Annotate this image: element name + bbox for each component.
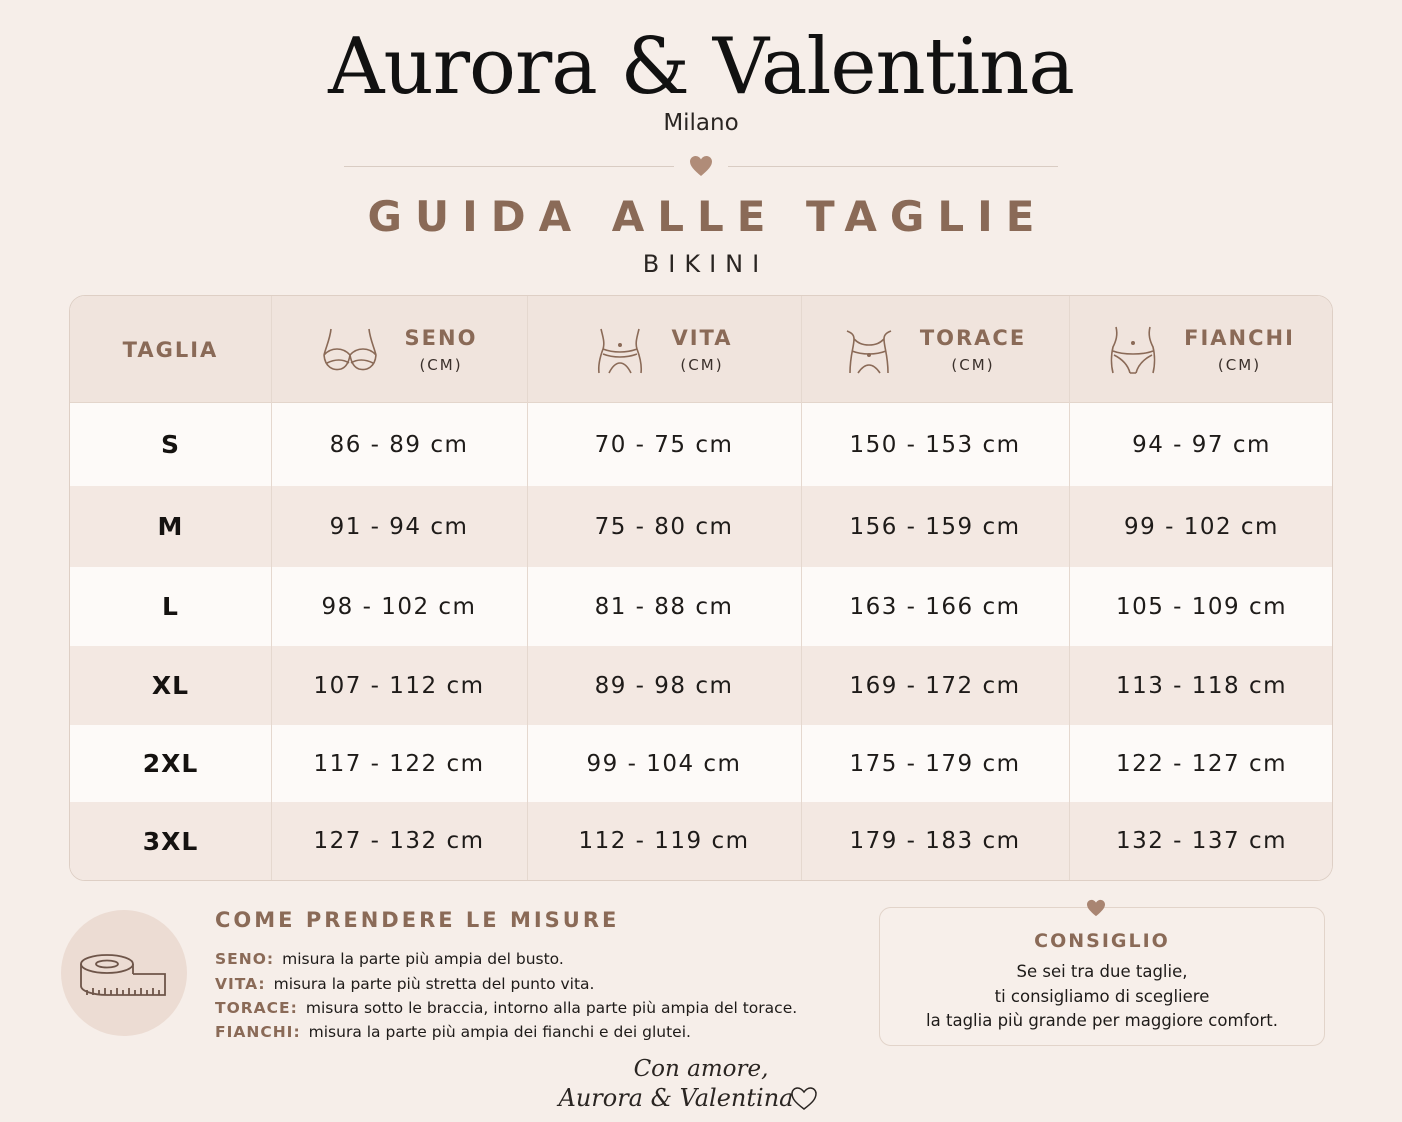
howto-text: misura la parte più stretta del punto vita. [273,975,595,993]
howto-item [215,975,594,993]
size-label: XL [151,671,190,700]
column-divider [271,296,272,880]
signature-line-2: Aurora & Valentina [558,1084,794,1112]
measurement-cell: 127 - 132 cm [313,828,485,854]
header-taglia [70,296,271,403]
divider-right [728,166,1058,167]
page-title: GUIDA ALLE TAGLIE [367,192,1048,241]
tip-line: Se sei tra due taglie, [1016,962,1188,981]
header-torace [801,296,1069,403]
howto-item [215,1023,691,1041]
header-label: VITA [671,325,733,350]
table-row [70,567,1332,646]
header-unit: (CM) [951,355,995,374]
tip-box [879,907,1325,1046]
measurement-cell: 99 - 104 cm [586,750,742,777]
measuring-tape-badge [61,910,187,1036]
table-row [70,725,1332,802]
torso-icon [844,325,894,375]
size-label: M [157,512,184,541]
header-label: SENO [404,325,478,350]
howto-item [215,999,797,1017]
table-row [70,486,1332,567]
measurement-cell: 91 - 94 cm [329,513,469,540]
size-label: 3XL [142,826,199,856]
hips-icon [1108,325,1158,375]
measurement-cell: 179 - 183 cm [849,828,1021,854]
measurement-cell: 112 - 119 cm [578,828,750,854]
measurement-cell: 99 - 102 cm [1124,513,1279,540]
tip-line: ti consigliamo di scegliere [994,987,1210,1006]
measurement-cell: 98 - 102 cm [321,593,477,620]
measurement-cell: 169 - 172 cm [849,672,1021,699]
brand-city: Milano [663,110,739,136]
table-header [70,296,1332,403]
size-label: S [160,430,180,459]
measurement-cell: 105 - 109 cm [1115,593,1288,620]
measurement-cell: 163 - 166 cm [849,593,1021,620]
measurement-cell: 156 - 159 cm [849,513,1021,540]
heart-icon [689,155,713,177]
heart-outline-icon [790,1086,818,1111]
header-unit: (CM) [680,355,724,374]
table-row [70,646,1332,725]
header-seno [271,296,527,403]
tip-line: la taglia più grande per maggiore comfort. [926,1011,1278,1030]
brand-name: Aurora & Valentina [328,22,1074,112]
table-row [70,802,1332,880]
size-label: 2XL [142,749,199,778]
howto-text: misura la parte più ampia del busto. [282,950,564,968]
column-divider [527,296,528,880]
tip-title: CONSIGLIO [1034,930,1170,952]
measurement-cell: 86 - 89 cm [329,431,469,458]
waist-icon [595,325,645,375]
measurement-cell: 150 - 153 cm [849,431,1021,458]
measurement-cell: 175 - 179 cm [849,750,1021,777]
divider-left [344,166,674,167]
size-table [69,295,1333,881]
header-unit: (CM) [1217,355,1262,374]
table-row [70,403,1332,486]
signature-line-1: Con amore, [633,1056,769,1082]
measurement-cell: 89 - 98 cm [594,672,734,699]
measurement-cell: 107 - 112 cm [313,672,485,699]
header-label: FIANCHI [1184,325,1295,350]
bra-icon [321,325,379,375]
howto-key: FIANCHI: [215,1023,301,1041]
howto-key: TORACE: [215,999,298,1017]
header-fianchi [1069,296,1333,403]
header-unit: (CM) [419,355,463,374]
measurement-cell: 75 - 80 cm [594,513,734,540]
howto-text: misura sotto le braccia, intorno alla parte più ampia del torace. [305,999,798,1017]
header-label: TAGLIA [122,337,219,362]
howto-text: misura la parte più ampia dei fianchi e dei glutei. [308,1023,691,1041]
howto-key: VITA: [215,975,266,993]
howto-item [215,950,564,968]
column-divider [801,296,802,880]
measurement-cell: 70 - 75 cm [594,431,734,458]
heart-icon [1086,899,1106,917]
header-label: TORACE [919,325,1027,350]
howto-key: SENO: [215,950,275,968]
measuring-tape-icon [61,910,187,1036]
measurement-cell: 94 - 97 cm [1132,431,1271,458]
measurement-cell: 117 - 122 cm [313,750,485,777]
measurement-cell: 122 - 127 cm [1115,750,1288,777]
howto-title: COME PRENDERE LE MISURE [215,908,620,932]
measurement-cell: 113 - 118 cm [1115,672,1288,699]
page-subtitle: BIKINI [642,250,769,278]
column-divider [1069,296,1070,880]
measurement-cell: 132 - 137 cm [1115,828,1288,854]
measurement-cell: 81 - 88 cm [594,593,734,620]
header-vita [527,296,801,403]
size-label: L [162,592,179,621]
